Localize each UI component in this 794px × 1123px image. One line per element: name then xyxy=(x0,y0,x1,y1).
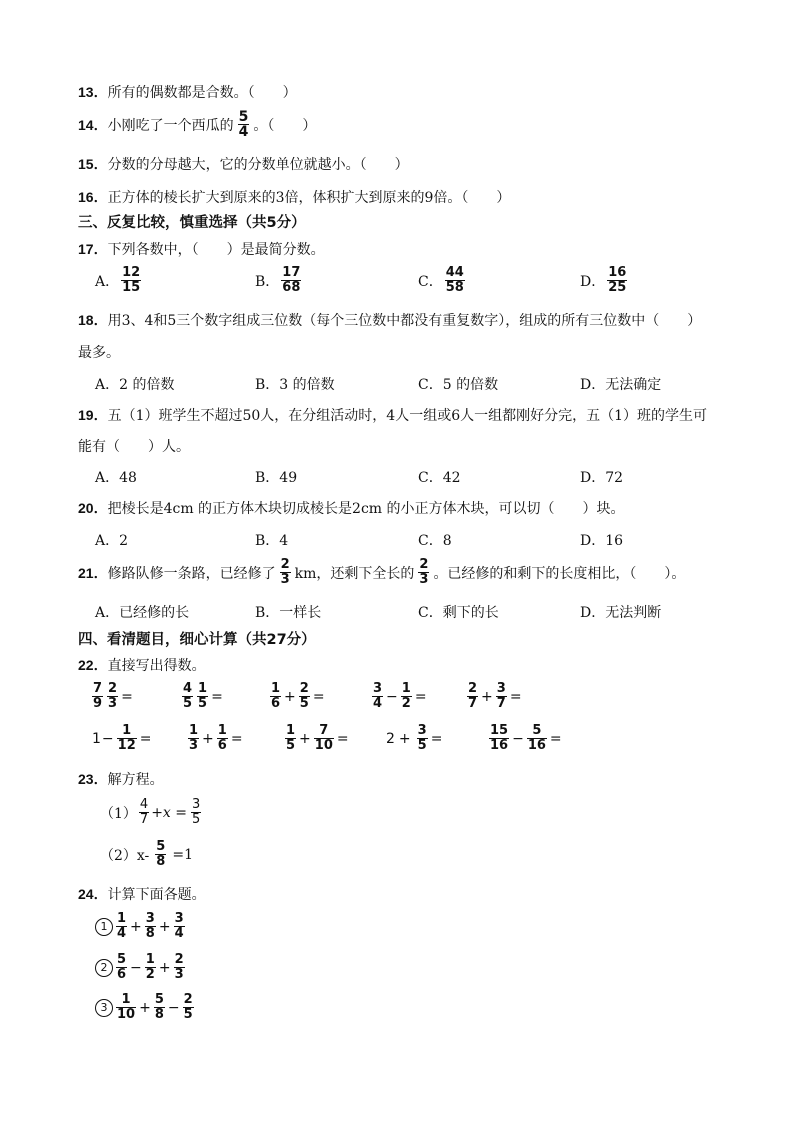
question-24 xyxy=(78,884,206,904)
question-text: 正方体的棱长扩大到原来的3倍，体积扩大到原来的9倍。（ ） xyxy=(107,190,511,206)
question-19 xyxy=(78,405,707,425)
option-a: A．48 xyxy=(95,470,137,486)
option-b: B．49 xyxy=(255,470,298,486)
question-13 xyxy=(78,82,297,102)
question-text: 修路队修一条路，已经修了 xyxy=(107,565,276,582)
option-b: B．3 的倍数 xyxy=(255,377,335,393)
question-text: 分数的分母越大，它的分数单位就越小。（ ） xyxy=(107,157,409,173)
question-21 xyxy=(78,558,685,587)
calc-3: 3 $\frac{1}{10}$ + $\frac{5}{8}$ − $\frac{2}{5}$ xyxy=(95,993,196,1022)
question-20 xyxy=(78,498,625,518)
question-number: 22． xyxy=(78,657,108,673)
question-number: 13． xyxy=(78,84,108,100)
section-heading-3: 三、反复比较，慎重选择（共5分） xyxy=(78,215,306,231)
option-d: D． $\frac{16}{25}$ xyxy=(580,265,627,295)
question-text: 把棱长是4cm 的正方体木块切成棱长是2cm 的小正方体木块，可以切（ ）块。 xyxy=(107,501,625,517)
question-text: 解方程。 xyxy=(107,772,164,788)
option-a: A．2 xyxy=(95,533,129,549)
question-16 xyxy=(78,187,510,207)
option-d: D．无法判断 xyxy=(580,605,662,621)
expression: $\frac{1}{3}$ + $\frac{1}{6}$ = xyxy=(189,723,243,753)
question-number: 24． xyxy=(78,886,108,902)
expression: $\frac{2}{7}$ + $\frac{3}{7}$ = xyxy=(468,681,522,711)
option-d: D．无法确定 xyxy=(580,377,662,393)
question-18-cont: 最多。 xyxy=(78,345,120,361)
expression: $\frac{1}{5}$ + $\frac{7}{10}$ = xyxy=(286,723,349,753)
circled-number-icon: 2 xyxy=(95,959,113,977)
option-c: C． $\frac{44}{58}$ xyxy=(418,265,464,295)
question-17 xyxy=(78,239,325,259)
question-number: 15． xyxy=(78,156,108,172)
question-text: 。已经修的和剩下的长度相比，（ ）。 xyxy=(433,565,686,582)
question-number: 14． xyxy=(78,116,108,133)
calc-1: 1 $\frac{1}{4}$ + $\frac{3}{8}$ + $\frac{3}{4}$ xyxy=(95,912,187,941)
question-19-cont: 能有（ ）人。 xyxy=(78,439,190,455)
fraction: $\frac{44}{58}$ xyxy=(445,265,464,295)
calc-2: 2 $\frac{5}{6}$ − $\frac{1}{2}$ + $\frac{2}{3}$ xyxy=(95,953,187,982)
question-text: 所有的偶数都是合数。（ ） xyxy=(107,85,297,101)
question-number: 17． xyxy=(78,241,108,257)
option-a: A． $\frac{12}{15}$ xyxy=(95,265,141,295)
question-text: 下列各数中，（ ）是最简分数。 xyxy=(107,242,325,258)
question-text: 计算下面各题。 xyxy=(107,887,206,903)
question-15 xyxy=(78,154,409,174)
equation-1: （1） $\frac{4}{7}$ +x = $\frac{3}{5}$ xyxy=(100,797,201,827)
question-23 xyxy=(78,769,164,789)
option-c: C．剩下的长 xyxy=(418,605,499,621)
option-c: C．5 的倍数 xyxy=(418,377,499,393)
question-text: 。（ ） xyxy=(253,117,317,134)
question-number: 20． xyxy=(78,500,108,516)
fraction: $\frac{2}{3}$ xyxy=(280,557,290,587)
question-number: 16． xyxy=(78,189,108,205)
expression: $\frac{7}{9}$ $\frac{2}{3}$ = xyxy=(93,681,133,711)
option-b: B．4 xyxy=(255,533,289,549)
question-text: 直接写出得数。 xyxy=(107,658,206,674)
question-text: 五（1）班学生不超过50人，在分组活动时，4人一组或6人一组都刚好分完，五（1）班的学生可 xyxy=(107,408,708,424)
option-d: D．72 xyxy=(580,470,624,486)
fraction: $\frac{16}{25}$ xyxy=(608,265,627,295)
fraction: $\frac{12}{15}$ xyxy=(122,265,141,295)
question-22 xyxy=(78,655,206,675)
question-number: 19． xyxy=(78,407,108,423)
question-18 xyxy=(78,310,701,330)
option-c: C．42 xyxy=(418,470,461,486)
expression: $\frac{15}{16}$ − $\frac{5}{16}$ = xyxy=(490,723,562,753)
option-b: B．一样长 xyxy=(255,605,322,621)
fraction: $\frac{17}{68}$ xyxy=(282,265,301,295)
expression: 1 − $\frac{1}{12}$ = xyxy=(92,723,152,753)
question-number: 18． xyxy=(78,312,108,328)
question-text: 小刚吃了一个西瓜的 xyxy=(107,117,234,134)
option-b: B． $\frac{17}{68}$ xyxy=(255,265,301,295)
equation-2: （2）x- $\frac{5}{8}$ =1 xyxy=(100,839,193,869)
question-number: 21． xyxy=(78,564,108,581)
fraction: $\frac{2}{3}$ xyxy=(419,557,429,587)
option-c: C．8 xyxy=(418,533,452,549)
expression: $\frac{1}{6}$ + $\frac{2}{5}$ = xyxy=(271,681,325,711)
fraction: $\frac{5}{4}$ xyxy=(238,109,249,140)
question-14 xyxy=(78,110,316,139)
circled-number-icon: 1 xyxy=(95,918,113,936)
section-heading-4: 四、看清题目，细心计算（共27分） xyxy=(78,632,316,648)
expression: $\frac{4}{5}$ $\frac{1}{5}$ = xyxy=(183,681,223,711)
question-text: km，还剩下全长的 xyxy=(294,565,415,582)
question-text: 用3、4和5三个数字组成三位数（每个三位数中都没有重复数字），组成的所有三位数中（ ） xyxy=(107,313,702,329)
expression: $\frac{3}{4}$ − $\frac{1}{2}$ = xyxy=(373,681,427,711)
option-d: D．16 xyxy=(580,533,624,549)
circled-number-icon: 3 xyxy=(95,999,113,1017)
expression: 2 + $\frac{3}{5}$ = xyxy=(386,723,443,753)
option-a: A．2 的倍数 xyxy=(95,377,175,393)
option-a: A．已经修的长 xyxy=(95,605,190,621)
question-number: 23． xyxy=(78,771,108,787)
